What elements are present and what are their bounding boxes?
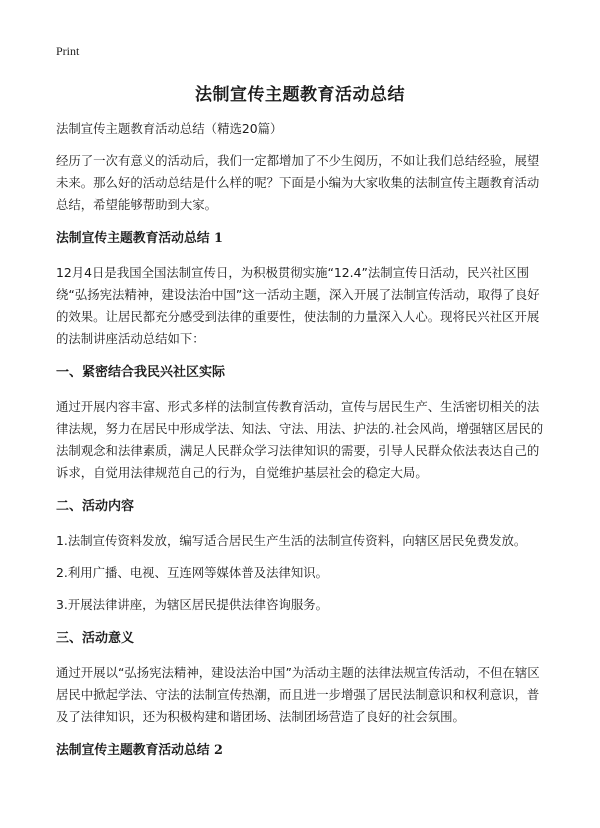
section-heading: 二、活动内容 bbox=[56, 499, 135, 514]
section-paragraph: 3.开展法律讲座，为辖区居民提供法律咨询服务。 bbox=[56, 597, 329, 612]
section-paragraph: 通过开展以“弘扬宪法精神，建设法治中国”为活动主题的法律法规宣传活动，不但在辖区居民中掀起学法、守法的法制宣传热潮，而且进一步增强了居民法制意识和权利意识，普及了法律知识，还为积极构建和谐团场、法制团场营造了良好的社会氛围。 bbox=[56, 665, 540, 724]
article-heading: 法制宣传主题教育活动总结 2 bbox=[56, 743, 223, 758]
section-heading: 三、活动意义 bbox=[56, 631, 135, 646]
print-link[interactable]: Print bbox=[56, 44, 80, 58]
section-paragraph: 通过开展内容丰富、形式多样的法制宣传教育活动，宣传与居民生产、生活密切相关的法律法规，努力在居民中形成学法、知法、守法、用法、护法的.社会风尚，增强辖区居民的法制观念和法律素质，满足人民群众学习法律知识的需要，引导人民群众依法表达自己的诉求，自觉用法律规范自己的行为，自觉维护基层社会的稳定大局。 bbox=[56, 399, 544, 480]
article-lead-paragraph: 12月4日是我国全国法制宣传日，为积极贯彻实施“12.4”法制宣传日活动，民兴社区围绕“弘扬宪法精神，建设法治中国”这一活动主题，深入开展了法制宣传活动，取得了良好的效果。让居民都充分感受到法律的重要性，使法制的力量深入人心。现将民兴社区开展的法制讲座活动总结如下： bbox=[56, 265, 540, 346]
section-heading: 一、紧密结合我民兴社区实际 bbox=[56, 365, 226, 380]
section-paragraph: 2.利用广播、电视、互连网等媒体普及法律知识。 bbox=[56, 565, 329, 580]
article-heading: 法制宣传主题教育活动总结 1 bbox=[56, 231, 223, 246]
section-paragraph: 1.法制宣传资料发放，编写适合居民生产生活的法制宣传资料，向辖区居民免费发放。 bbox=[56, 533, 527, 548]
page-title: 法制宣传主题教育活动总结 bbox=[195, 85, 405, 105]
subtitle: 法制宣传主题教育活动总结（精选20篇） bbox=[56, 121, 283, 136]
document-body bbox=[56, 118, 548, 774]
intro-paragraph: 经历了一次有意义的活动后，我们一定都增加了不少生阅历，不如让我们总结经验，展望未来。那么好的活动总结是什么样的呢？下面是小编为大家收集的法制宣传主题教育活动总结，希望能够帮助到大家。 bbox=[56, 153, 540, 212]
